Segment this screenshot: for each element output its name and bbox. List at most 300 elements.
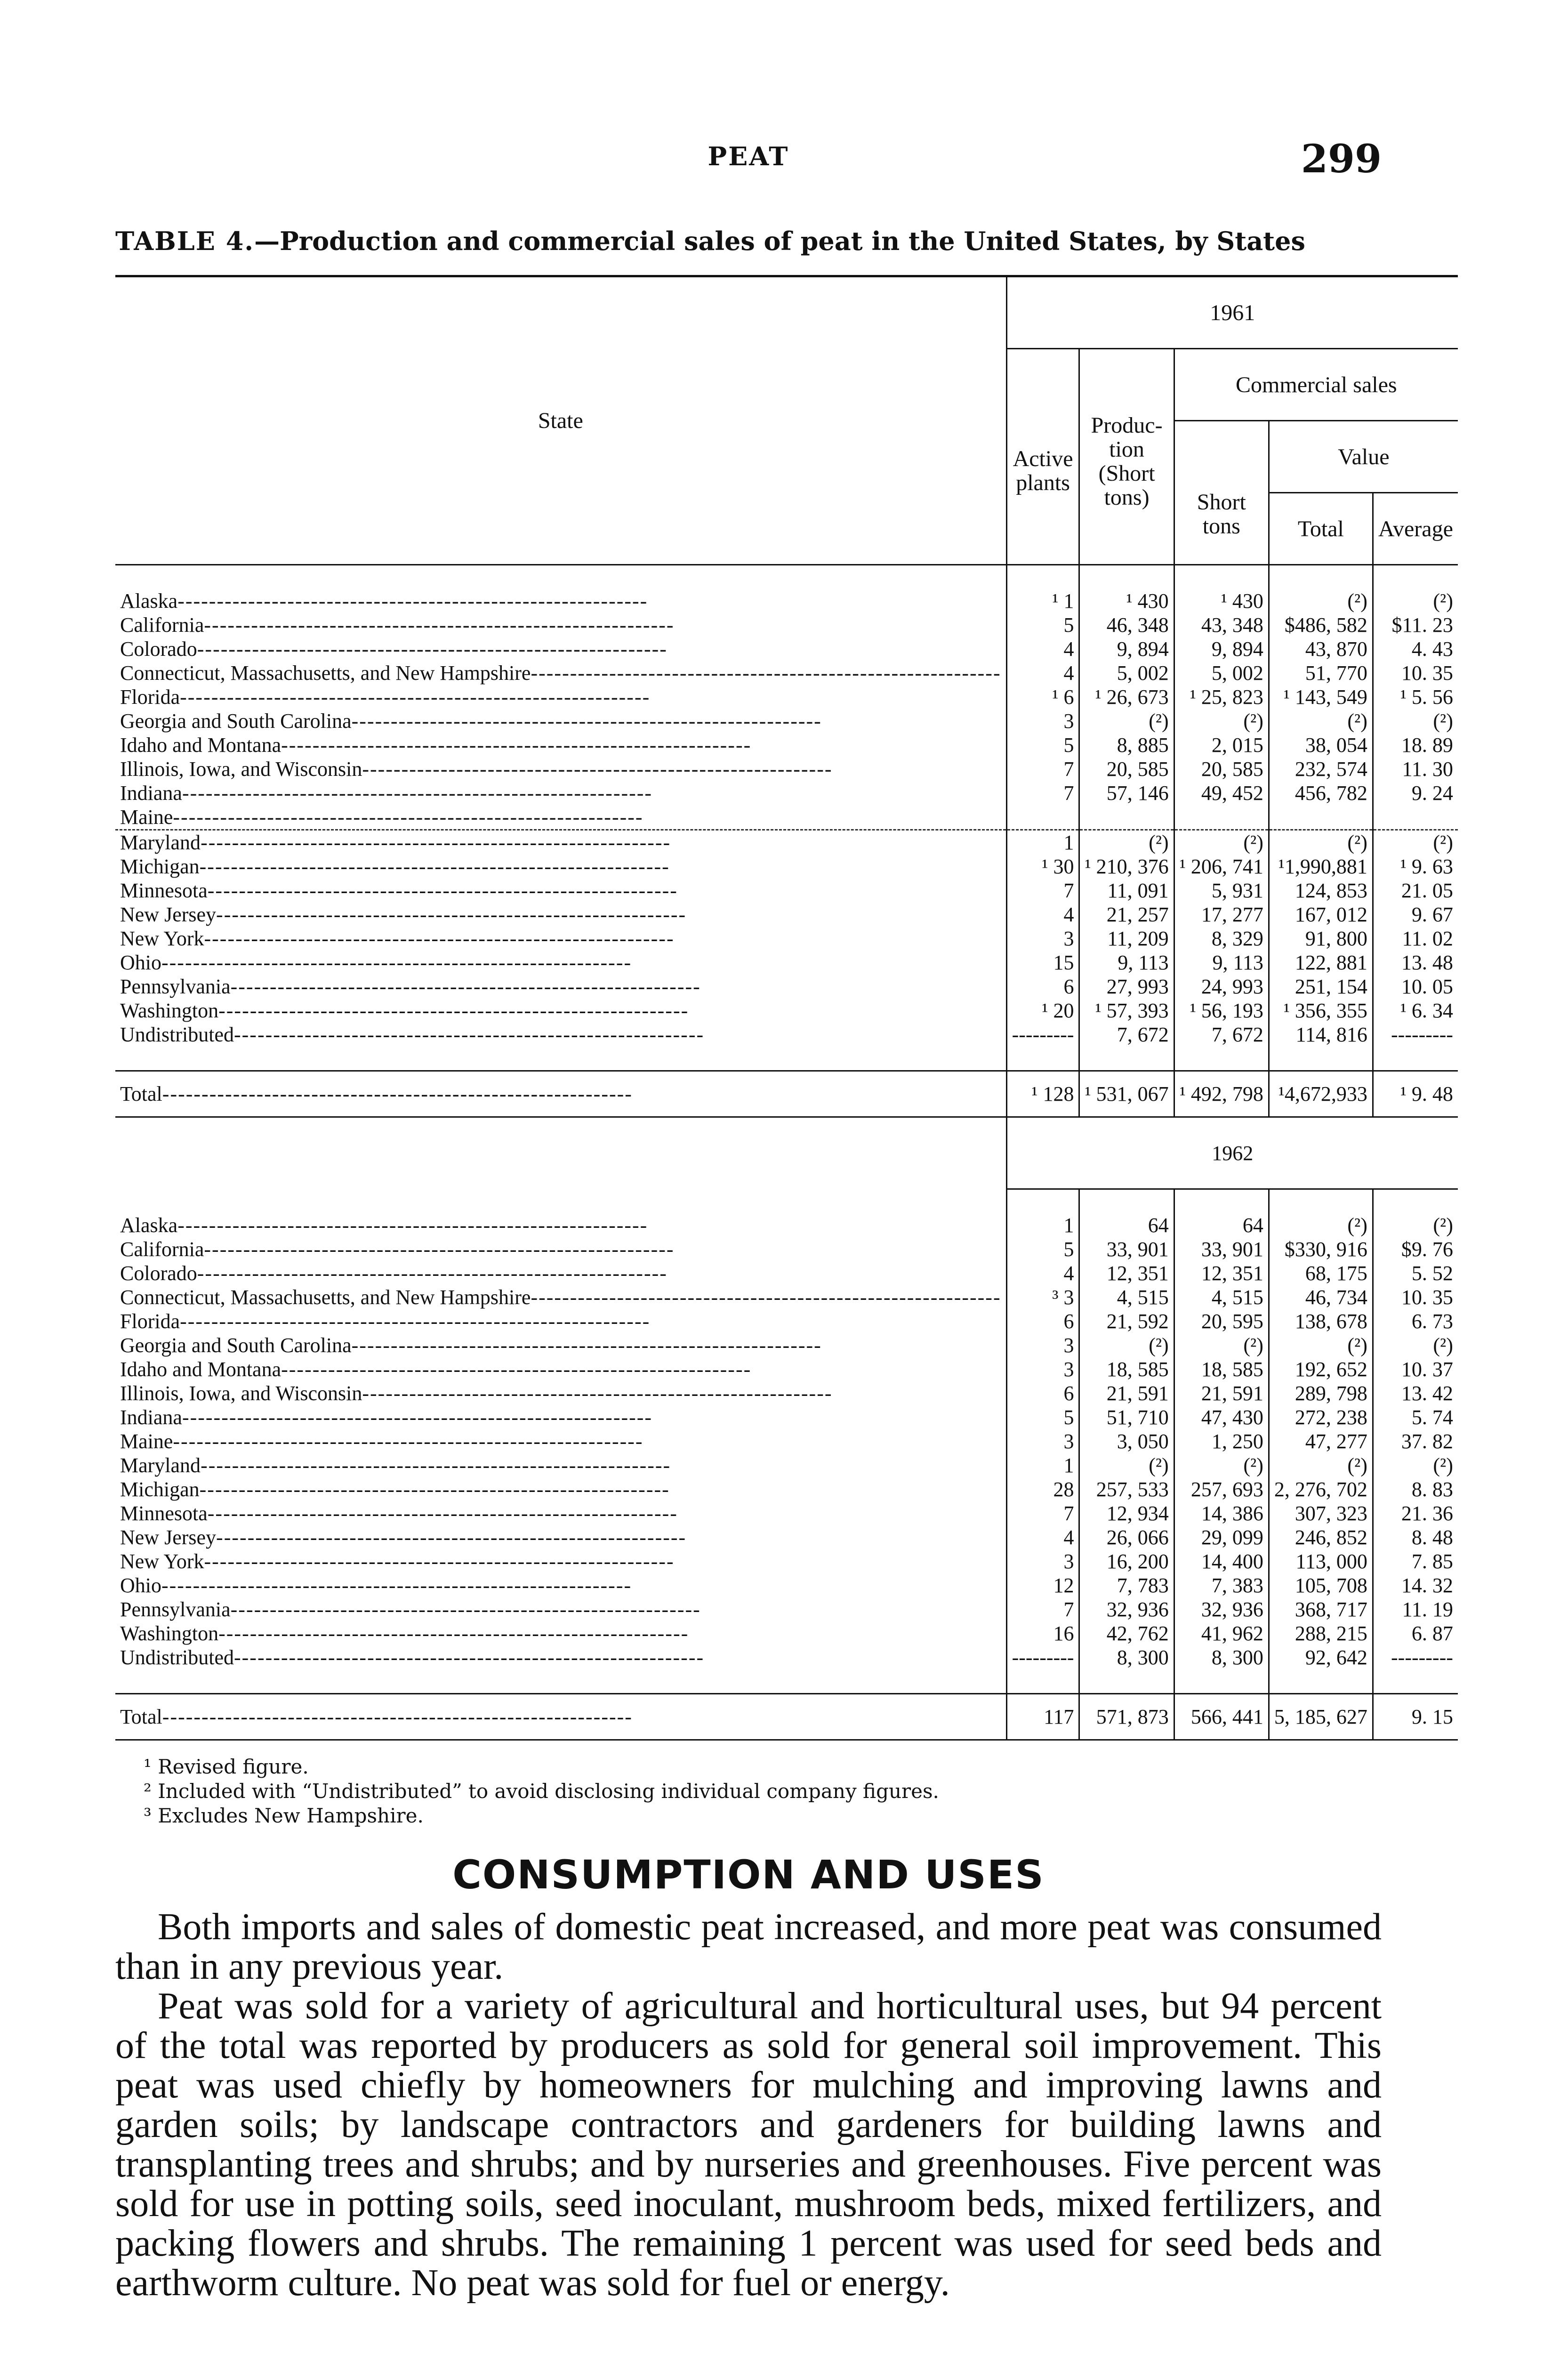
leader-dots: ------------------------------------------------------------ <box>281 1358 752 1381</box>
cell-value-average: 10. 35 <box>1373 661 1458 685</box>
peat-production-table <box>115 275 1458 1741</box>
state-label: Pennsylvania <box>120 975 231 998</box>
cell-short-tons: 18, 585 <box>1174 1357 1269 1381</box>
cell-value-average: 21. 36 <box>1373 1501 1458 1525</box>
state-label: Michigan <box>120 1478 200 1501</box>
table-row <box>115 903 1458 927</box>
state-label: Minnesota <box>120 879 208 902</box>
cell-active-plants: 28 <box>1006 1477 1079 1501</box>
cell-value-average: 8. 48 <box>1373 1525 1458 1549</box>
state-name <box>115 661 1006 685</box>
state-name <box>115 1381 1006 1405</box>
cell-short-tons: 7, 383 <box>1174 1573 1269 1597</box>
cell-short-tons: ¹ 206, 741 <box>1174 855 1269 879</box>
table-row <box>115 1549 1458 1573</box>
cell-short-tons: 9, 113 <box>1174 951 1269 975</box>
cell-short-tons: 24, 993 <box>1174 975 1269 999</box>
cell-production: 7, 672 <box>1079 1023 1174 1047</box>
total-active-plants: 117 <box>1006 1694 1079 1740</box>
cell-value-total: (²) <box>1269 709 1373 733</box>
table-row <box>115 805 1458 830</box>
leader-dots: ------------------------------------------------------------ <box>207 879 678 902</box>
leader-dots: ------------------------------------------------------------ <box>204 1238 675 1261</box>
leader-dots: ------------------------------------------------------------ <box>204 927 675 950</box>
cell-production: 21, 591 <box>1079 1381 1174 1405</box>
cell-short-tons: 17, 277 <box>1174 903 1269 927</box>
state-name <box>115 637 1006 661</box>
cell-short-tons: 33, 901 <box>1174 1237 1269 1261</box>
state-name <box>115 903 1006 927</box>
state-name <box>115 999 1006 1023</box>
state-name <box>115 855 1006 879</box>
leader-dots: ------------------------------------------------------------ <box>230 975 701 998</box>
leader-dots: ------------------------------------------------------------ <box>199 855 670 878</box>
state-name <box>115 1429 1006 1453</box>
cell-short-tons: 257, 693 <box>1174 1477 1269 1501</box>
table-row <box>115 1381 1458 1405</box>
state-label: Maine <box>120 806 173 829</box>
spacer-row <box>115 1669 1458 1694</box>
cell-production: (²) <box>1079 709 1174 733</box>
cell-value-total: 122, 881 <box>1269 951 1373 975</box>
cell-active-plants: 3 <box>1006 927 1079 951</box>
cell-short-tons: 2, 015 <box>1174 733 1269 757</box>
cell-active-plants: 6 <box>1006 1381 1079 1405</box>
table-row <box>115 1405 1458 1429</box>
leader-dots: ------------------------------------------------------------ <box>180 685 651 709</box>
cell-production: 4, 515 <box>1079 1285 1174 1309</box>
cell-value-total: 68, 175 <box>1269 1261 1373 1285</box>
cell-production: 18, 585 <box>1079 1357 1174 1381</box>
state-name <box>115 1597 1006 1621</box>
state-label: New Jersey <box>120 903 217 926</box>
year-label-1962: 1962 <box>1006 1117 1458 1189</box>
state-name <box>115 1023 1006 1047</box>
cell-value-average: --------- <box>1373 1645 1458 1669</box>
table-row <box>115 927 1458 951</box>
leader-dots: ------------------------------------------------------------ <box>531 661 1001 685</box>
cell-production: ¹ 210, 376 <box>1079 855 1174 879</box>
table-row <box>115 757 1458 781</box>
state-name <box>115 1477 1006 1501</box>
leader-dots: ------------------------------------------------------------ <box>281 734 752 757</box>
spacer-cell <box>1373 565 1458 589</box>
spacer-cell <box>115 1669 1006 1694</box>
table-row <box>115 1213 1458 1237</box>
cell-active-plants: 7 <box>1006 1501 1079 1525</box>
cell-active-plants: ³ 3 <box>1006 1285 1079 1309</box>
total-label-text: Total <box>120 1082 162 1105</box>
cell-value-total: 113, 000 <box>1269 1549 1373 1573</box>
cell-value-total: 124, 853 <box>1269 879 1373 903</box>
spacer-cell <box>1174 1189 1269 1214</box>
year-row-1962 <box>115 1117 1458 1189</box>
total-value-average: 9. 15 <box>1373 1694 1458 1740</box>
spacer-cell <box>1373 1189 1458 1214</box>
state-label: Illinois, Iowa, and Wisconsin <box>120 1382 362 1405</box>
cell-short-tons: ¹ 25, 823 <box>1174 685 1269 709</box>
state-name <box>115 1573 1006 1597</box>
state-name <box>115 613 1006 637</box>
total-value-total: 5, 185, 627 <box>1269 1694 1373 1740</box>
col-header-production: Produc- tion (Short tons) <box>1079 349 1174 565</box>
total-active-plants: ¹ 128 <box>1006 1071 1079 1117</box>
cell-value-total: 307, 323 <box>1269 1501 1373 1525</box>
cell-short-tons: 32, 936 <box>1174 1597 1269 1621</box>
cell-value-total: 114, 816 <box>1269 1023 1373 1047</box>
cell-production: 12, 351 <box>1079 1261 1174 1285</box>
total-label <box>115 1694 1006 1740</box>
table-row <box>115 999 1458 1023</box>
state-label: Maryland <box>120 1454 201 1477</box>
cell-value-average: $11. 23 <box>1373 613 1458 637</box>
cell-production: 3, 050 <box>1079 1429 1174 1453</box>
cell-value-total: ¹ 143, 549 <box>1269 685 1373 709</box>
spacer-cell <box>1079 1189 1174 1214</box>
table-row <box>115 589 1458 613</box>
leader-dots: ------------------------------------------------------------ <box>362 1382 833 1405</box>
year-header-row <box>115 276 1458 349</box>
leader-dots: ------------------------------------------------------------ <box>177 589 648 613</box>
table-row <box>115 879 1458 903</box>
table-row <box>115 685 1458 709</box>
cell-value-total: 192, 652 <box>1269 1357 1373 1381</box>
cell-value-total: 92, 642 <box>1269 1645 1373 1669</box>
total-row <box>115 1694 1458 1740</box>
running-head-title: PEAT <box>708 141 789 171</box>
table-row <box>115 1573 1458 1597</box>
cell-production: 257, 533 <box>1079 1477 1174 1501</box>
state-name <box>115 975 1006 999</box>
cell-active-plants: 1 <box>1006 830 1079 855</box>
cell-production: 46, 348 <box>1079 613 1174 637</box>
cell-active-plants: 7 <box>1006 757 1079 781</box>
leader-dots: ------------------------------------------------------------ <box>197 1262 667 1285</box>
cell-value-total: 43, 870 <box>1269 637 1373 661</box>
table-row <box>115 1597 1458 1621</box>
cell-production: 51, 710 <box>1079 1405 1174 1429</box>
spacer-cell <box>115 565 1006 589</box>
cell-active-plants: 16 <box>1006 1621 1079 1645</box>
cell-value-total: 46, 734 <box>1269 1285 1373 1309</box>
leader-dots: ------------------------------------------------------------ <box>173 1430 643 1453</box>
cell-short-tons: 21, 591 <box>1174 1381 1269 1405</box>
cell-production: 57, 146 <box>1079 781 1174 805</box>
cell-short-tons: (²) <box>1174 1453 1269 1477</box>
cell-production: (²) <box>1079 830 1174 855</box>
cell-value-total: (²) <box>1269 830 1373 855</box>
cell-active-plants: 7 <box>1006 781 1079 805</box>
cell-short-tons: (²) <box>1174 830 1269 855</box>
cell-production: 33, 901 <box>1079 1237 1174 1261</box>
cell-production: 21, 257 <box>1079 903 1174 927</box>
footnotes <box>115 1755 1382 1828</box>
cell-production: 64 <box>1079 1213 1174 1237</box>
cell-value-average: 18. 89 <box>1373 733 1458 757</box>
state-label: Illinois, Iowa, and Wisconsin <box>120 758 362 781</box>
table-row <box>115 1501 1458 1525</box>
cell-value-average: 4. 43 <box>1373 637 1458 661</box>
state-name <box>115 1621 1006 1645</box>
section-heading: CONSUMPTION AND USES <box>452 1852 1045 1898</box>
leader-dots: ------------------------------------------------------------ <box>161 951 632 974</box>
cell-value-average: --------- <box>1373 1023 1458 1047</box>
cell-value-average: (²) <box>1373 1453 1458 1477</box>
cell-value-average: 8. 83 <box>1373 1477 1458 1501</box>
cell-active-plants: 7 <box>1006 879 1079 903</box>
cell-value-average: ¹ 6. 34 <box>1373 999 1458 1023</box>
leader-dots: ------------------------------------------------------------ <box>161 1574 632 1597</box>
spacer-cell <box>1269 1669 1373 1694</box>
cell-active-plants: 15 <box>1006 951 1079 975</box>
cell-active-plants: 4 <box>1006 903 1079 927</box>
cell-active-plants: 12 <box>1006 1573 1079 1597</box>
state-label: Ohio <box>120 951 161 974</box>
cell-production: 9, 894 <box>1079 637 1174 661</box>
state-name <box>115 1501 1006 1525</box>
leader-dots: ------------------------------------------------------------ <box>230 1598 701 1621</box>
table-row <box>115 1477 1458 1501</box>
cell-value-average: $9. 76 <box>1373 1237 1458 1261</box>
leader-dots: ------------------------------------------------------------ <box>218 999 689 1022</box>
state-name <box>115 685 1006 709</box>
leader-dots: ------------------------------------------------------------ <box>351 1334 822 1357</box>
state-label: New Jersey <box>120 1526 217 1549</box>
cell-value-average: 10. 35 <box>1373 1285 1458 1309</box>
state-label: Washington <box>120 1622 219 1645</box>
col-header-state: State <box>115 276 1006 565</box>
spacer-cell <box>1079 1669 1174 1694</box>
total-production: ¹ 531, 067 <box>1079 1071 1174 1117</box>
cell-value-average: 10. 05 <box>1373 975 1458 999</box>
cell-production: 32, 936 <box>1079 1597 1174 1621</box>
state-label: Minnesota <box>120 1502 208 1525</box>
spacer-cell <box>1174 1047 1269 1071</box>
cell-short-tons: (²) <box>1174 709 1269 733</box>
cell-value-average: 21. 05 <box>1373 879 1458 903</box>
table-row <box>115 975 1458 999</box>
cell-short-tons: (²) <box>1174 1333 1269 1357</box>
cell-short-tons: 8, 329 <box>1174 927 1269 951</box>
state-label: New York <box>120 927 204 950</box>
table-row <box>115 1261 1458 1285</box>
cell-production: 42, 762 <box>1079 1621 1174 1645</box>
cell-value-total: 2, 276, 702 <box>1269 1477 1373 1501</box>
body-text <box>115 1907 1382 2303</box>
cell-value-total: 167, 012 <box>1269 903 1373 927</box>
cell-production: 21, 592 <box>1079 1309 1174 1333</box>
state-name <box>115 733 1006 757</box>
total-short-tons: ¹ 492, 798 <box>1174 1071 1269 1117</box>
cell-short-tons: 64 <box>1174 1213 1269 1237</box>
spacer-cell <box>1079 1047 1174 1071</box>
spacer-row <box>115 1047 1458 1071</box>
table-row <box>115 1453 1458 1477</box>
spacer-cell <box>1373 1669 1458 1694</box>
state-name <box>115 757 1006 781</box>
leader-dots: ------------------------------------------------------------ <box>218 1622 689 1645</box>
leader-dots: ------------------------------------------------------------ <box>173 806 643 829</box>
cell-value-total <box>1269 805 1373 830</box>
cell-active-plants: 4 <box>1006 637 1079 661</box>
cell-value-average: 5. 52 <box>1373 1261 1458 1285</box>
leader-dots: ------------------------------------------------------------ <box>216 903 687 926</box>
total-row <box>115 1071 1458 1117</box>
state-name <box>115 1333 1006 1357</box>
state-label: Florida <box>120 685 180 709</box>
cell-value-average: 11. 02 <box>1373 927 1458 951</box>
table-row <box>115 830 1458 855</box>
state-name <box>115 1453 1006 1477</box>
cell-active-plants: 4 <box>1006 661 1079 685</box>
cell-production: 5, 002 <box>1079 661 1174 685</box>
leader-dots: ------------------------------------------------------------ <box>216 1526 687 1549</box>
paragraph-2: Peat was sold for a variety of agricultural and horticultural uses, but 94 percent of the total was reported by producers as sold for general soil improvement. This peat was used chiefly by homeowners for mulching and improving lawns and garden soils; by landscape contractors and gardeners for building lawns and transplanting trees and shrubs; and by nurseries and greenhouses. Five percent was sold for use in potting soils, seed inoculant, mushroom beds, mixed fertilizers, and packing flowers and shrubs. The remaining 1 percent was used for seed beds and earthworm culture. No peat was sold for fuel or energy. <box>115 1985 1382 2304</box>
cell-short-tons: 47, 430 <box>1174 1405 1269 1429</box>
state-name <box>115 1237 1006 1261</box>
cell-active-plants: 5 <box>1006 733 1079 757</box>
state-label: Indiana <box>120 782 182 805</box>
cell-value-average: 11. 30 <box>1373 757 1458 781</box>
cell-active-plants: 3 <box>1006 1333 1079 1357</box>
leader-dots: ------------------------------------------------------------ <box>162 1705 633 1728</box>
leader-dots: ------------------------------------------------------------ <box>162 1082 633 1105</box>
paragraph-1: Both imports and sales of domestic peat increased, and more peat was consumed than in any previous year. <box>115 1906 1382 1987</box>
cell-active-plants: --------- <box>1006 1023 1079 1047</box>
cell-active-plants: --------- <box>1006 1645 1079 1669</box>
cell-value-average: 14. 32 <box>1373 1573 1458 1597</box>
cell-short-tons: 14, 386 <box>1174 1501 1269 1525</box>
cell-production: (²) <box>1079 1453 1174 1477</box>
cell-value-total: (²) <box>1269 1333 1373 1357</box>
spacer-row <box>115 565 1458 589</box>
state-label: Idaho and Montana <box>120 734 281 757</box>
cell-value-average: 11. 19 <box>1373 1597 1458 1621</box>
table-number: TABLE 4. <box>115 226 255 256</box>
state-name <box>115 830 1006 855</box>
cell-active-plants: 5 <box>1006 1237 1079 1261</box>
spacer-cell <box>1006 1189 1079 1214</box>
total-value-average: ¹ 9. 48 <box>1373 1071 1458 1117</box>
cell-value-average: 10. 37 <box>1373 1357 1458 1381</box>
state-label: California <box>120 1238 204 1261</box>
cell-short-tons: ¹ 56, 193 <box>1174 999 1269 1023</box>
table-row <box>115 1621 1458 1645</box>
cell-production: 11, 091 <box>1079 879 1174 903</box>
leader-dots: ------------------------------------------------------------ <box>199 1478 670 1501</box>
leader-dots: ------------------------------------------------------------ <box>233 1646 705 1669</box>
table-row <box>115 1285 1458 1309</box>
cell-active-plants: 5 <box>1006 1405 1079 1429</box>
total-value-total: ¹4,672,933 <box>1269 1071 1373 1117</box>
state-name <box>115 1525 1006 1549</box>
state-name <box>115 1645 1006 1669</box>
cell-value-total: 138, 678 <box>1269 1309 1373 1333</box>
cell-production: 11, 209 <box>1079 927 1174 951</box>
state-label: Pennsylvania <box>120 1598 231 1621</box>
state-name <box>115 1285 1006 1309</box>
cell-production: 8, 300 <box>1079 1645 1174 1669</box>
state-name <box>115 805 1006 830</box>
state-name <box>115 1261 1006 1285</box>
page-number: 299 <box>1301 137 1382 182</box>
table-row <box>115 1429 1458 1453</box>
leader-dots: ------------------------------------------------------------ <box>177 1214 648 1237</box>
cell-active-plants: ¹ 20 <box>1006 999 1079 1023</box>
year-row-spacer <box>115 1117 1006 1189</box>
cell-value-total: 232, 574 <box>1269 757 1373 781</box>
cell-production: (²) <box>1079 1333 1174 1357</box>
total-label-text: Total <box>120 1705 162 1728</box>
state-name <box>115 879 1006 903</box>
state-label: Colorado <box>120 1262 197 1285</box>
cell-active-plants: 4 <box>1006 1525 1079 1549</box>
cell-value-average: (²) <box>1373 709 1458 733</box>
cell-value-total: 368, 717 <box>1269 1597 1373 1621</box>
cell-value-total: ¹ 356, 355 <box>1269 999 1373 1023</box>
cell-production <box>1079 805 1174 830</box>
spacer-cell <box>1269 1047 1373 1071</box>
cell-value-average <box>1373 805 1458 830</box>
state-label: Colorado <box>120 637 197 661</box>
cell-value-average: 6. 87 <box>1373 1621 1458 1645</box>
cell-active-plants: 3 <box>1006 709 1079 733</box>
table-row <box>115 855 1458 879</box>
cell-active-plants: 1 <box>1006 1213 1079 1237</box>
state-name <box>115 1549 1006 1573</box>
table-body-1962 <box>115 1189 1458 1740</box>
cell-value-total: (²) <box>1269 589 1373 613</box>
cell-value-total: 38, 054 <box>1269 733 1373 757</box>
table-row <box>115 1023 1458 1047</box>
cell-production: 9, 113 <box>1079 951 1174 975</box>
cell-short-tons <box>1174 805 1269 830</box>
cell-short-tons: 20, 585 <box>1174 757 1269 781</box>
spacer-cell <box>1174 1669 1269 1694</box>
state-label: Idaho and Montana <box>120 1358 281 1381</box>
cell-short-tons: 9, 894 <box>1174 637 1269 661</box>
total-short-tons: 566, 441 <box>1174 1694 1269 1740</box>
cell-short-tons: 5, 002 <box>1174 661 1269 685</box>
leader-dots: ------------------------------------------------------------ <box>182 782 653 805</box>
col-header-total: Total <box>1269 493 1373 565</box>
page <box>115 137 1453 2304</box>
state-label: Ohio <box>120 1574 161 1597</box>
table-row <box>115 637 1458 661</box>
state-name <box>115 709 1006 733</box>
spacer-cell <box>1006 1669 1079 1694</box>
cell-value-total: (²) <box>1269 1453 1373 1477</box>
spacer-cell <box>1174 565 1269 589</box>
spacer-cell <box>1006 565 1079 589</box>
cell-active-plants: ¹ 6 <box>1006 685 1079 709</box>
leader-dots: ------------------------------------------------------------ <box>197 637 667 661</box>
state-label: Georgia and South Carolina <box>120 1334 352 1357</box>
spacer-cell <box>115 1189 1006 1214</box>
leader-dots: ------------------------------------------------------------ <box>207 1502 678 1525</box>
state-label: Georgia and South Carolina <box>120 709 352 733</box>
table-row <box>115 1309 1458 1333</box>
cell-active-plants: 6 <box>1006 975 1079 999</box>
total-production: 571, 873 <box>1079 1694 1174 1740</box>
cell-value-average: 37. 82 <box>1373 1429 1458 1453</box>
cell-value-average: 13. 42 <box>1373 1381 1458 1405</box>
cell-value-average: (²) <box>1373 1213 1458 1237</box>
running-head <box>115 137 1382 184</box>
cell-short-tons: 29, 099 <box>1174 1525 1269 1549</box>
footnote-1: ¹ Revised figure. <box>144 1755 309 1778</box>
cell-value-average: (²) <box>1373 589 1458 613</box>
